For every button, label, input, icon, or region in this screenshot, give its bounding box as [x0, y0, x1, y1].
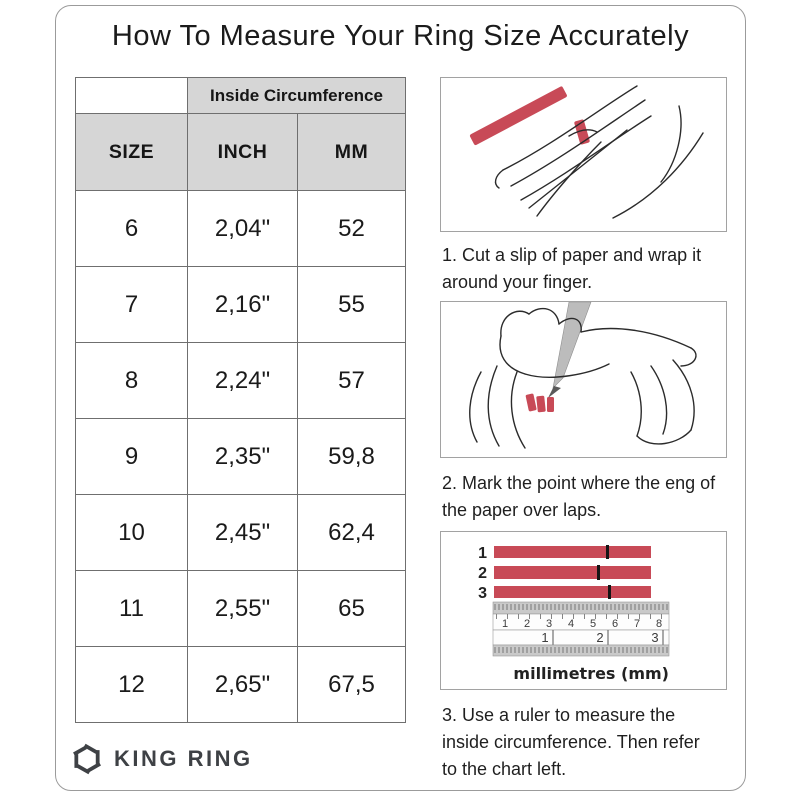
- brand-name: KING RING: [114, 746, 253, 771]
- mm-cell: 67,5: [298, 647, 406, 723]
- page-title: How To Measure Your Ring Size Accurately: [111, 20, 690, 52]
- column-header-inch: INCH: [188, 114, 298, 191]
- step1-line2: around your finger.: [442, 272, 593, 292]
- step1-line1: 1. Cut a slip of paper and wrap it: [442, 245, 702, 265]
- strip-label-3: 3: [478, 585, 487, 602]
- ruler-units-label: millimetres (mm): [513, 664, 669, 683]
- strip-label-2: 2: [478, 565, 487, 582]
- column-header-size: SIZE: [76, 114, 188, 191]
- mm-cell: 57: [298, 343, 406, 419]
- table-group-header: Inside Circumference: [188, 78, 406, 114]
- mm-cell: 59,8: [298, 419, 406, 495]
- table-row: [76, 647, 406, 723]
- ruler-cm-2: 2: [523, 618, 531, 630]
- measuring-strips-and-ruler: [441, 532, 724, 687]
- step3-illustration: [440, 531, 727, 690]
- mm-cell: 52: [298, 191, 406, 267]
- table-row: [76, 495, 406, 571]
- step2-line1: 2. Mark the point where the eng of: [442, 473, 716, 493]
- inch-cell: 2,04": [188, 191, 298, 267]
- brand-logo: [70, 742, 253, 776]
- inch-cell: 2,55": [188, 571, 298, 647]
- step3-line3: to the chart left.: [442, 759, 567, 779]
- hand-with-paper-strip-drawing: [441, 78, 726, 231]
- ruler-inch-3: 3: [651, 630, 659, 645]
- ruler-inch-1: 1: [541, 630, 549, 645]
- inch-cell: 2,65": [188, 647, 298, 723]
- ruler-inch-2: 2: [596, 630, 604, 645]
- size-cell: 9: [76, 419, 188, 495]
- step2-illustration: [440, 301, 727, 458]
- ruler-cm-4: 4: [567, 618, 575, 630]
- size-cell: 12: [76, 647, 188, 723]
- step2-caption: [442, 470, 747, 524]
- table-corner-cell: [76, 78, 188, 114]
- hexagon-shutter-icon: [70, 742, 104, 776]
- table-row: [76, 419, 406, 495]
- size-cell: 8: [76, 343, 188, 419]
- size-cell: 6: [76, 191, 188, 267]
- inch-cell: 2,45": [188, 495, 298, 571]
- table-row: [76, 571, 406, 647]
- size-cell: 7: [76, 267, 188, 343]
- ruler-cm-5: 5: [589, 618, 597, 630]
- step3-line2: inside circumference. Then refer: [442, 732, 700, 752]
- ruler-cm-7: 7: [633, 618, 641, 630]
- mm-cell: 62,4: [298, 495, 406, 571]
- table-row: [76, 267, 406, 343]
- step3-line1: 3. Use a ruler to measure the: [442, 705, 676, 725]
- ruler-cm-8: 8: [655, 618, 663, 630]
- size-cell: 10: [76, 495, 188, 571]
- ring-size-table: [75, 77, 406, 723]
- step1-illustration: [440, 77, 727, 232]
- ruler-cm-3: 3: [545, 618, 553, 630]
- mm-cell: 65: [298, 571, 406, 647]
- hand-marking-pencil-drawing: [441, 302, 726, 457]
- step1-caption: [442, 242, 747, 296]
- red-paper-strips: [494, 545, 651, 599]
- strip-label-1: 1: [478, 545, 487, 562]
- step2-line2: the paper over laps.: [442, 500, 602, 520]
- mm-cell: 55: [298, 267, 406, 343]
- inch-cell: 2,24": [188, 343, 298, 419]
- table-row: [76, 191, 406, 267]
- ruler-drawing: [493, 602, 669, 656]
- column-header-mm: MM: [298, 114, 406, 191]
- inch-cell: 2,16": [188, 267, 298, 343]
- ruler-cm-1: 1: [501, 618, 509, 630]
- size-cell: 11: [76, 571, 188, 647]
- ruler-cm-6: 6: [611, 618, 619, 630]
- table-row: [76, 343, 406, 419]
- step3-caption: [442, 702, 747, 783]
- inch-cell: 2,35": [188, 419, 298, 495]
